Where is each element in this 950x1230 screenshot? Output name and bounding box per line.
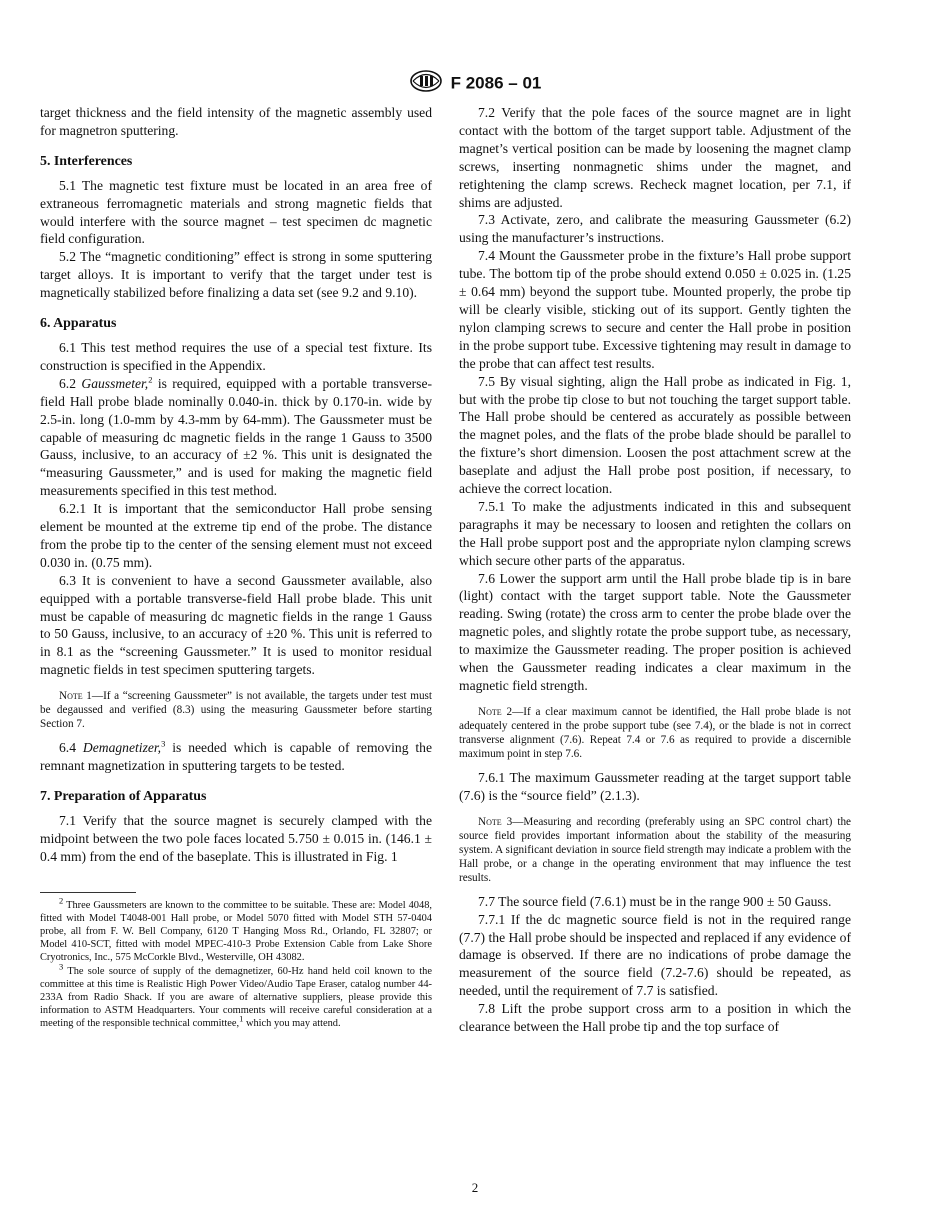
footnote-text: Three Gaussmeters are known to the committee to be suitable. These are: Model 4048, fitted with Model T4048-001 Hall probe, or Model 5070 fitted with Model STH 57-0404 probe, all from F. W. Bell Company, 6120 T Hanging Moss Rd., Orlando, FL 32807; or Model 410-SCT, fitted with model MPEC-410-3 Probe Extension Cable from Lake Shore Cryotronics, Inc., 575 McCorkle Blvd., Westerville, OH 43082. [40, 899, 432, 964]
section-heading-preparation: 7. Preparation of Apparatus [40, 789, 207, 804]
clause-number: 6.2 [59, 375, 76, 391]
paragraph-7-2: 7.2 Verify that the pole faces of the source magnet are in light contact with the bottom of the target support table. Adjustment of the magnet’s vertical position can be made by loosening the magnet clamp screws, inserting nonmagnetic shims under the magnet, and retightening the clamp screws. Recheck magnet location, per 7.1, if shims are adjusted. [459, 105, 851, 210]
paragraph-6-1: 6.1 This test method requires the use of a special test fixture. Its construction is specified in the Appendix. [40, 339, 432, 373]
footnote-marker: 3 [59, 961, 64, 972]
standard-designation: F 2086 – 01 [450, 73, 542, 93]
paragraph-6-4 [40, 739, 432, 775]
paragraph-5-2: 5.2 The “magnetic conditioning” effect is strong in some sputtering target alloys. It is important to verify that the target under test is magnetically stabilized before finalizing a data set (see 9.2 and 9.10). [40, 249, 432, 301]
note-text: 3—Measuring and recording (preferably using an SPC control chart) the source field provides important information about the stability of the measuring system. A significant deviation in source field strength may indicate a problem with the Hall probe, or a change in the operating environment that may influence the test results. [459, 815, 852, 884]
paragraph-7-6-1: 7.6.1 The maximum Gaussmeter reading at the target support table (7.6) is the “source field” (2.1.3). [459, 769, 851, 803]
paragraph-7-5-1: 7.5.1 To make the adjustments indicated in this and subsequent paragraphs it may be necessary to loosen and retighten the collars on the Hall probe support post and the appropriate nylon clamping screws which secure other parts of the apparatus. [459, 498, 851, 568]
paragraph-7-8: 7.8 Lift the probe support cross arm to a position in which the clearance between the Hall probe tip and the top surface of [459, 1001, 851, 1035]
right-column [459, 104, 851, 1036]
note-label: Note [478, 815, 502, 828]
paragraph-5-1: 5.1 The magnetic test fixture must be located in an area free of extraneous ferromagnetic materials and strong magnetic fields that would interfere with the source magnet – test specimen dc magnetic field configuration. [40, 177, 432, 247]
footnote-2 [40, 895, 432, 965]
note-3 [459, 815, 851, 885]
footnote-ref-2: 2 [148, 374, 153, 385]
paragraph-6-3: 6.3 It is convenient to have a second Gaussmeter available, also equipped with a portable transverse-field Hall probe blade. This unit must be capable of measuring dc magnetic fields in the range 1 Gauss to 50 Gauss, inclusive, to an accuracy of ±20 %. This unit is referred to in 8.1 as the “screening Gaussmeter.” It is used to monitor residual magnetic fields in test specimen sputtering targets. [40, 572, 432, 678]
paragraph-7-1: 7.1 Verify that the source magnet is securely clamped with the midpoint between the two pole faces located 5.750 ± 0.015 in. (146.1 ± 0.4 mm) from the end of the baseplate. This is illustrated in Fig. 1 [40, 812, 432, 864]
note-1 [40, 689, 432, 731]
note-label: Note [59, 690, 83, 703]
left-column [40, 104, 432, 1031]
paragraph-6-2-1: 6.2.1 It is important that the semiconductor Hall probe sensing element be mounted at the extreme tip end of the probe. The distance from the probe tip to the center of the sensing element must not exceed 0.030 in. (0.75 mm). [40, 501, 432, 570]
paragraph-text: is needed which is capable of removing the remnant magnetization in sputtering targets to be tested. [40, 740, 433, 774]
footnote-3 [40, 961, 432, 1031]
paragraph-7-5: 7.5 By visual sighting, align the Hall probe as indicated in Fig. 1, but with the probe tip close to but not touching the target support table. The Hall probe should be centered as accurately as possible between the magnet poles, and the flats of the probe blade should be parallel to the fixture’s short dimension. Loosen the post attachment screw at the baseplate and adjust the Hall probe post position, if necessary, to achieve the correct location. [459, 373, 851, 497]
term-demagnetizer: Demagnetizer, [82, 740, 162, 756]
footnote-divider [40, 892, 136, 893]
paragraph-7-3: 7.3 Activate, zero, and calibrate the measuring Gaussmeter (6.2) using the manufacturer’s instructions. [459, 212, 851, 246]
section-heading-interferences: 5. Interferences [40, 153, 133, 169]
paragraph-7-7-1: 7.7.1 If the dc magnetic source field is not in the required range (7.7) the Hall probe should be inspected and replaced if any evidence of damage is observed. If there are no indications of probe damage the measurement of the source field (7.2-7.6) should be repeated, as needed, until the requirement of 7.7 is satisfied. [459, 911, 851, 999]
footnote-ref-1: 1 [239, 1013, 244, 1024]
note-text: 2—If a clear maximum cannot be identified, the Hall probe blade is not adequately centered in the probe support tube (see 7.4), or the blade is not in correct transverse alignment (7.6). Repeat 7.4 or 7.6 as required to provide a discernible maximum point in step 7.6. [459, 705, 852, 760]
clause-number: 6.4 [59, 740, 76, 756]
footnote-text-end: which you may attend. [245, 1018, 341, 1030]
paragraph-text: is required, equipped with a portable transverse-field Hall probe blade nominally 0.040-in. thick by 0.170-in. wide by 2.5-in. long (1.0-mm by 4.3-mm by 64-mm). The Gaussmeter must be capable of measuring dc magnetic fields in the range 1 Gauss to 3500 Gauss, inclusive, to an accuracy of ±2 %. This unit is designated the “measuring Gaussmeter,” and is used for making the magnetic field measurements specified in this test method. [40, 375, 432, 499]
footnote-text: The sole source of supply of the demagnetizer, 60-Hz hand held coil known to the committee at this time is Realistic High Power Video/Audio Tape Eraser, catalog number 44-233A from Radio Shack. If you are aware of alternative suppliers, please provide this information to ASTM Headquarters. Your comments will receive careful consideration at a meeting of the responsible technical committee, [40, 965, 432, 1030]
paragraph-6-2 [40, 375, 432, 500]
footnote-ref-3: 3 [161, 738, 166, 749]
note-label: Note [478, 705, 502, 718]
astm-logo-icon [409, 70, 443, 97]
note-text: 1—If a “screening Gaussmeter” is not available, the targets under test must be degaussed and verified (8.3) using the measuring Gaussmeter before starting Section 7. [40, 690, 433, 731]
term-gaussmeter: Gaussmeter, [81, 375, 149, 391]
section-heading-apparatus: 6. Apparatus [40, 316, 117, 332]
footnote-marker: 2 [59, 895, 64, 906]
note-2 [459, 705, 851, 761]
paragraph-7-4: 7.4 Mount the Gaussmeter probe in the fixture’s Hall probe support tube. The bottom tip of the probe should extend 0.050 ± 0.025 in. (1.25 ± 0.64 mm) beyond the support tube. Mounted properly, the probe tip will be clearly visible, sticking out of its support. Gently tighten the nylon clamping screws to secure and center the Hall probe in position in the probe support tube. Excessive tightening may result in damage to the probe that can affect test results. [459, 248, 851, 371]
paragraph-7-6: 7.6 Lower the support arm until the Hall probe blade tip is in bare (light) contact with the target support table. Note the Gaussmeter reading. Swing (rotate) the cross arm to center the probe blade over the magnetic poles, and slightly rotate the probe support tube, as necessary, to maximize the Gaussmeter reading. The proper position is achieved when the Gaussmeter reading indicates a clear maximum in the magnetic field strength. [459, 570, 851, 693]
paragraph-7-7: 7.7 The source field (7.6.1) must be in the range 900 ± 50 Gauss. [478, 893, 832, 909]
paragraph-intro: target thickness and the field intensity of the magnetic assembly used for magnetron sputtering. [40, 105, 432, 138]
page-header [0, 70, 950, 97]
page-number: 2 [471, 1180, 479, 1195]
